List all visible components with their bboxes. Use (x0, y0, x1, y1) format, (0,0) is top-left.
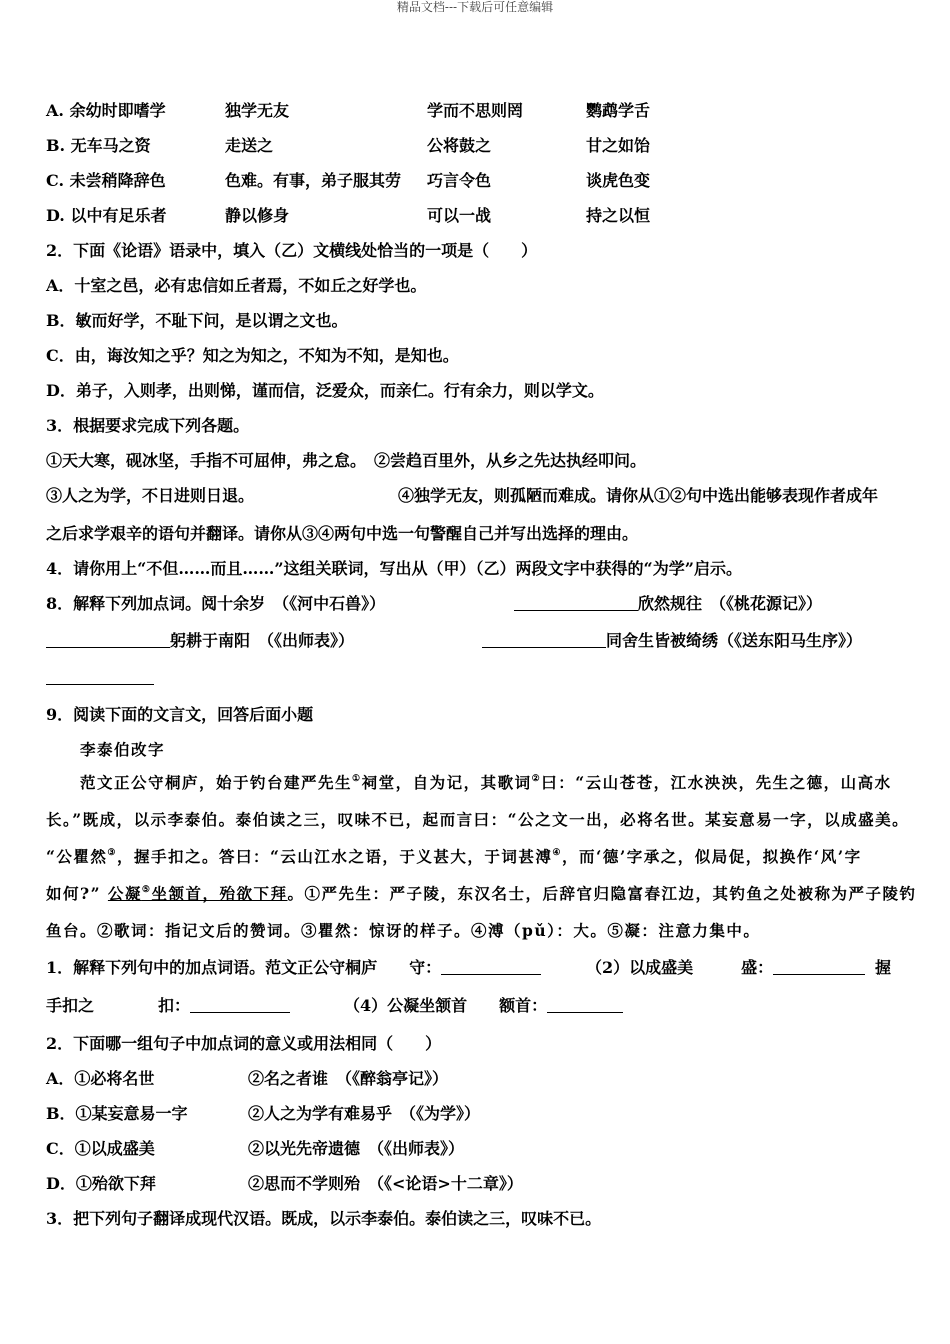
sub2-option-a (46, 1064, 908, 1099)
passage-line-3 (46, 842, 908, 879)
q8-line-1 (46, 589, 908, 626)
option-item: 色难。有事，弟子服其劳 (225, 171, 402, 190)
passage-line-5: 鱼台。②歌词：指记文后的赞词。③瞿然：惊讶的样子。④溥（pǔ）：大。⑤凝：注意力集中。 (46, 921, 761, 940)
footnote-marker: ① (352, 774, 362, 784)
q8-item-2: 欣然规往 （《桃花源记》） (638, 594, 823, 613)
passage-line-4 (46, 879, 917, 916)
passage-text: 祠堂，自为记，其歌词 (361, 773, 532, 792)
option-item: ②以光先帝遗德 （《出师表》） (248, 1139, 465, 1158)
answer-blank[interactable] (46, 629, 170, 648)
sub2-option-d (46, 1169, 908, 1204)
option-item: 余幼时即嗜学 (69, 101, 166, 120)
option-item: 巧言令色 (427, 171, 492, 190)
sub3-stem: 3．把下列句子翻译成现代汉语。既成，以示李泰伯。泰伯读之三，叹味不已。 (46, 1209, 602, 1228)
option-item: 走送之 (225, 136, 274, 155)
sub1-item-4: （4）公凝坐颔首 额首： (344, 996, 548, 1015)
answer-blank[interactable] (482, 629, 606, 648)
footnote-marker: ④ (552, 848, 562, 858)
q4-stem: 4．请你用上“不但……而且……”这组关联词，写出从（甲）（乙）两段文字中获得的“为学”启示。 (46, 559, 742, 578)
option-item: 以中有足乐者 (70, 206, 167, 225)
passage-line-1 (46, 768, 908, 805)
passage-text: “公瞿然 (46, 847, 108, 866)
sub1-line-2 (46, 991, 908, 1029)
option-item: 公将鼓之 (427, 136, 492, 155)
q3-line-3: 之后求学艰辛的语句并翻译。请你从③④两句中选一句警醒自己并写出选择的理由。 (46, 524, 639, 543)
option-item: ①某妄意易一字 (75, 1104, 188, 1123)
answer-blank[interactable] (547, 994, 623, 1013)
option-item: 可以一战 (427, 206, 492, 225)
option-item: ①殆欲下拜 (75, 1174, 156, 1193)
footnote-marker: ② (531, 774, 542, 784)
q3-sentence-4: ④独学无友，则孤陋而难成。请你从①②句中选出能够表现作者成年 (398, 486, 879, 505)
option-item: 静以修身 (225, 206, 290, 225)
option-item: 学而不思则罔 (427, 101, 524, 120)
answer-blank[interactable] (514, 592, 638, 611)
option-item: 谈虎色变 (586, 171, 651, 190)
passage-text: 范文正公守桐庐，始于钓台建严先生 (80, 773, 353, 792)
q1-option-c (46, 166, 908, 201)
footnote-marker: ⑤ (141, 885, 152, 895)
q8-item-3: 躬耕于南阳 （《出师表》） (170, 631, 355, 650)
q2-option-d: D．弟子，入则孝，出则悌，谨而信，泛爱众，而亲仁。行有余力，则以学文。 (46, 381, 604, 400)
q3-sentence-3: ③人之为学，不日进则日退。 (46, 486, 255, 505)
option-item: ①以成盛美 (74, 1139, 155, 1158)
option-item: ②人之为学有难易乎 （《为学》） (248, 1104, 481, 1123)
sub1-item-3-start: 握 (875, 958, 892, 977)
answer-blank[interactable] (190, 994, 290, 1013)
option-label: D． (46, 1174, 76, 1193)
q2-option-c: C．由，诲汝知之乎？知之为知之，不知为不知，是知也。 (46, 346, 459, 365)
q3-line-1: ①天大寒，砚冰坚，手指不可屈伸，弗之怠。 ②尝趋百里外，从乡之先达执经叩问。 (46, 451, 647, 470)
passage-text: ，握手扣之。答曰：“云山江水之语，于义甚大，于词甚溥 (117, 847, 553, 866)
q3-stem: 3．根据要求完成下列各题。 (46, 416, 250, 435)
q8-line-3 (46, 663, 908, 700)
passage-title: 李泰伯改字 (80, 740, 166, 759)
q1-option-b (46, 131, 908, 166)
option-item: 无车马之资 (70, 136, 151, 155)
option-item: 独学无友 (225, 101, 290, 120)
option-item: 鹦鹉学舌 (586, 101, 651, 120)
option-label: A. (46, 101, 64, 120)
answer-blank[interactable] (46, 666, 154, 685)
q8-line-2 (46, 626, 908, 663)
q2-option-a: A．十室之邑，必有忠信如丘者焉，不如丘之好学也。 (46, 276, 427, 295)
q1-option-a (46, 96, 908, 131)
option-label: D. (46, 206, 65, 225)
sub1-item-1: 1．解释下列句中的加点词语。范文正公守桐庐 守： (46, 958, 442, 977)
passage-text: 如何?” (46, 884, 101, 903)
option-label: A． (46, 1069, 75, 1088)
option-item: ①必将名世 (74, 1069, 155, 1088)
sub2-option-b (46, 1099, 908, 1134)
answer-blank[interactable] (441, 956, 541, 975)
option-label: B． (46, 1104, 76, 1123)
passage-text: 曰：“云山苍苍，江水泱泱，先生之德，山高水 (541, 773, 892, 792)
q3-line-2 (46, 481, 908, 519)
sub1-item-2: （2）以成盛美 盛： (586, 958, 774, 977)
passage-text: 公凝 (107, 884, 142, 903)
option-item: 未尝稍降辞色 (69, 171, 166, 190)
q8-item-4: 同舍生皆被绮绣（《送东阳马生序》） (606, 631, 863, 650)
q9-stem: 9．阅读下面的文言文，回答后面小题 (46, 705, 314, 724)
q2-stem: 2．下面《论语》语录中，填入（乙）文横线处恰当的一项是（ ） (46, 241, 538, 260)
sub2-stem: 2．下面哪一组句子中加点词的意义或用法相同（ ） (46, 1034, 442, 1053)
footnote-marker: ③ (107, 848, 117, 858)
q2-option-b: B．敏而好学，不耻下问，是以谓之文也。 (46, 311, 348, 330)
passage-text: ，而‘德’字承之，似局促，拟换作‘风’字 (562, 847, 862, 866)
passage-notes: 。①严先生：严子陵，东汉名士，后辞官归隐富春江边，其钓鱼之处被称为严子陵钓 (287, 884, 917, 903)
passage-line-2: 长。”既成，以示李泰伯。泰伯读之三，叹味不已，起而言曰：“公之文一出，必将名世。某妄意易一字，以成盛美。 (46, 810, 910, 829)
sub1-line-1 (46, 953, 908, 991)
option-item: 持之以恒 (586, 206, 651, 225)
sub2-option-c (46, 1134, 908, 1169)
answer-blank[interactable] (773, 956, 865, 975)
option-item: ②思而不学则殆 （《<论语>十二章》） (248, 1174, 523, 1193)
sub1-item-3: 手扣之 扣： (46, 996, 191, 1015)
q1-option-d (46, 201, 908, 236)
option-label: B. (46, 136, 66, 155)
q8-item-1: 8．解释下列加点词。阅十余岁 （《河中石兽》） (46, 594, 386, 613)
option-item: 甘之如饴 (586, 136, 651, 155)
passage-text: 坐颔首，殆欲下拜 (151, 884, 288, 903)
option-label: C． (46, 1139, 75, 1158)
option-item: ②名之者谁 （《醉翁亭记》） (248, 1069, 449, 1088)
page-header: 精品文档---下载后可任意编辑 (396, 0, 554, 14)
document-body (46, 96, 917, 1239)
option-label: C. (46, 171, 65, 190)
